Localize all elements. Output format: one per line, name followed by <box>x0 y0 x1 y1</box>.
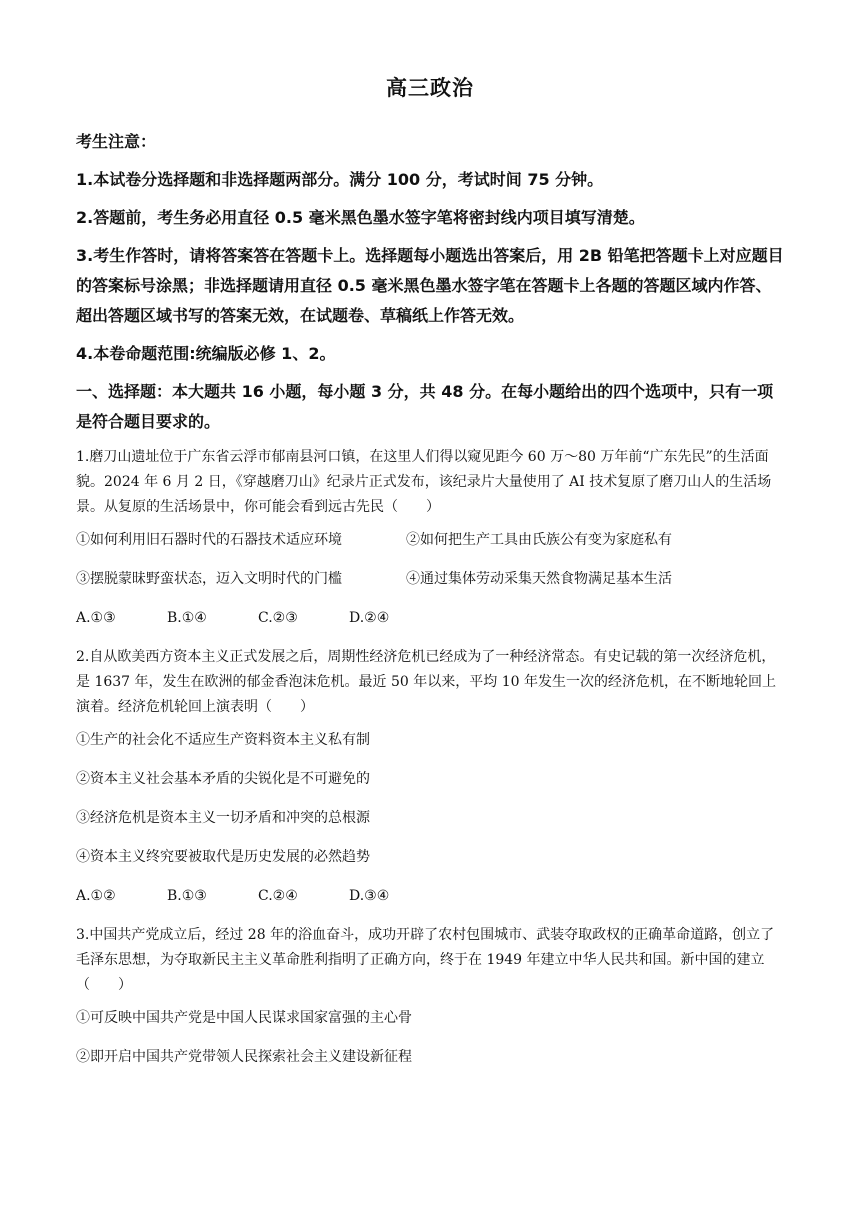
option: ③经济危机是资本主义一切矛盾和冲突的总根源 <box>76 810 370 826</box>
option: ④资本主义终究要被取代是历史发展的必然趋势 <box>76 849 370 865</box>
question-stem: 1.磨刀山遗址位于广东省云浮市郁南县河口镇，在这里人们得以窥见距今 60 万～80 万年前“广东先民”的生活面貌。2024 年 6 月 2 日，《穿越磨刀山》纪录片正式发布，该纪录片大量使用了 AI 技术复原了磨刀山人的生活场景。从复原的生活场景中，你可能会看到远古先民（ ） <box>76 449 772 515</box>
option: ②即开启中国共产党带领人民探索社会主义建设新征程 <box>76 1049 412 1065</box>
answer-choice: D.②④ <box>349 610 390 626</box>
option: ④通过集体劳动采集天然食物满足基本生活 <box>406 571 672 587</box>
answer-choice: C.②③ <box>258 610 298 626</box>
question-stem: 2.自从欧美西方资本主义正式发展之后，周期性经济危机已经成为了一种经济常态。有史记载的第一次经济危机，是 1637 年，发生在欧洲的郁金香泡沫危机。最近 50 年以来，平均 10 年发生一次的经济危机，在不断地轮回上演着。经济危机轮回上演表明（ ） <box>76 649 776 715</box>
section-heading: 一、选择题：本大题共 16 小题，每小题 3 分，共 48 分。在每小题给出的四个选项中，只有一项是符合题目要求的。 <box>76 382 774 431</box>
answer-choice: B.①④ <box>167 610 207 626</box>
notice-heading: 考生注意： <box>76 132 157 151</box>
notice-item: 3.考生作答时，请将答案答在答题卡上。选择题每小题选出答案后，用 2B 铅笔把答题卡上对应题目的答案标号涂黑；非选择题请用直径 0.5 毫米黑色墨水签字笔在答题卡上各题的答题区域内作答、超出答题区域书写的答案无效，在试题卷、草稿纸上作答无效。 <box>76 246 784 325</box>
option-row <box>76 567 784 592</box>
notice-item: 1.本试卷分选择题和非选择题两部分。满分 100 分，考试时间 75 分钟。 <box>76 170 604 189</box>
option-row <box>76 528 784 553</box>
page-title: 高三政治 <box>386 76 474 100</box>
question-3 <box>76 923 784 1070</box>
option: ①如何利用旧石器时代的石器技术适应环境 <box>76 532 342 548</box>
answer-choice: B.①③ <box>167 888 207 904</box>
question-stem: 3.中国共产党成立后，经过 28 年的浴血奋斗，成功开辟了农村包围城市、武装夺取政权的正确革命道路，创立了毛泽东思想，为夺取新民主主义革命胜利指明了正确方向，终于在 1949 年建立中华人民共和国。新中国的建立（ ） <box>76 927 775 993</box>
notice-item: 2.答题前，考生务必用直径 0.5 毫米黑色墨水签字笔将密封线内项目填写清楚。 <box>76 208 645 227</box>
option: ②如何把生产工具由氏族公有变为家庭私有 <box>406 532 672 548</box>
question-1 <box>76 445 784 631</box>
option: ①可反映中国共产党是中国人民谋求国家富强的主心骨 <box>76 1010 412 1026</box>
option: ①生产的社会化不适应生产资料资本主义私有制 <box>76 732 370 748</box>
notice-block <box>76 127 784 369</box>
question-2 <box>76 645 784 909</box>
answer-choice: D.③④ <box>349 888 390 904</box>
answer-choices <box>76 884 784 909</box>
answer-choice: C.②④ <box>258 888 298 904</box>
option: ②资本主义社会基本矛盾的尖锐化是不可避免的 <box>76 771 370 787</box>
answer-choice: A.①③ <box>76 610 116 626</box>
answer-choice: A.①② <box>76 888 116 904</box>
answer-choices <box>76 606 784 631</box>
notice-item: 4.本卷命题范围:统编版必修 1、2。 <box>76 344 336 363</box>
option: ③摆脱蒙昧野蛮状态，迈入文明时代的门槛 <box>76 571 342 587</box>
